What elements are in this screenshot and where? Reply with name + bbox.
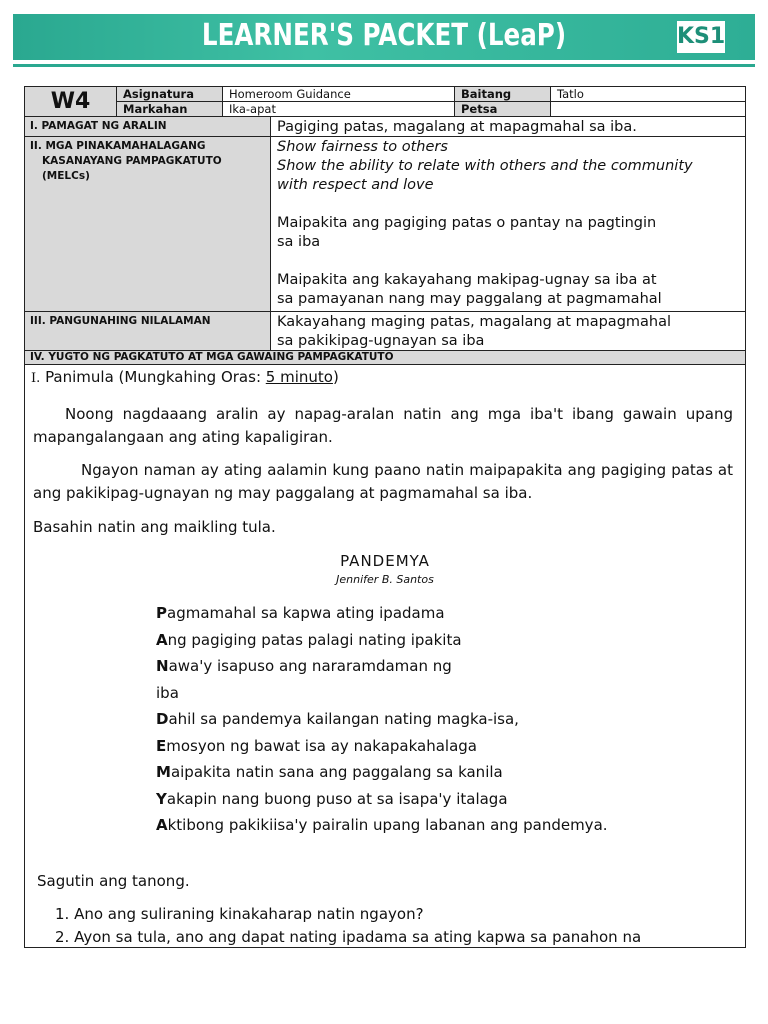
panimula-paragraph-1: Noong nagdaaang aralin ay napag-aralan natin ang mga iba't ibang gawain upang mapangalangaan ang ating kapaligiran. xyxy=(33,405,733,446)
poem-title: PANDEMYA xyxy=(340,552,430,570)
panimula-close: ) xyxy=(332,368,339,386)
lesson-frame xyxy=(24,86,746,948)
poem-author: Jennifer B. Santos xyxy=(336,573,434,586)
poem-line-text: aipakita natin sana ang paggalang sa kanila xyxy=(170,763,503,781)
poem-line xyxy=(156,710,519,728)
panimula-heading xyxy=(31,366,339,391)
melc-fil-line-1a: Maipakita ang pagiging patas o pantay na pagtingin xyxy=(277,215,657,231)
poem-line xyxy=(156,790,508,808)
melc-label-line-3: (MELCs) xyxy=(42,170,90,182)
petsa-value xyxy=(551,102,745,117)
poem-line xyxy=(156,737,477,755)
questions-intro: Sagutin ang tanong. xyxy=(37,872,190,890)
melc-label xyxy=(25,137,271,312)
yugto-label: IV. YUGTO NG PAGKATUTO AT MGA GAWAING PAMPAGKATUTO xyxy=(25,351,745,365)
question-2: 2. Ayon sa tula, ano ang dapat nating ipadama sa ating kapwa sa panahon na xyxy=(55,928,642,946)
nilalaman-line-1: Kakayahang maging patas, magalang at mapagmahal xyxy=(277,314,672,330)
panimula-prefix: I. xyxy=(31,371,41,386)
pamagat-value: Pagiging patas, magalang at mapagmahal sa iba. xyxy=(271,117,745,137)
melc-value xyxy=(271,137,745,312)
poem-line xyxy=(156,684,179,702)
poem-line-text: mosyon ng bawat isa ay nakapakahalaga xyxy=(166,736,477,755)
poem-line xyxy=(156,604,445,622)
poem-line-initial: Y xyxy=(156,789,167,808)
poem-line-text: ng pagiging patas palagi nating ipakita xyxy=(167,630,462,649)
melc-en-line-3: with respect and love xyxy=(277,177,434,193)
poem-line-text: agmamahal sa kapwa ating ipadama xyxy=(167,604,445,622)
melc-label-line-1: II. MGA PINAKAMAHALAGANG xyxy=(30,140,206,152)
markahan-label: Markahan xyxy=(117,102,223,117)
poem-line xyxy=(156,631,462,649)
poem-line-initial: P xyxy=(156,604,167,622)
poem-line xyxy=(156,763,503,781)
panimula-title: Panimula (Mungkahing Oras: xyxy=(45,368,266,386)
nilalaman-label: III. PANGUNAHING NILALAMAN xyxy=(25,312,271,351)
nilalaman-line-2: sa pakikipag-ugnayan sa iba xyxy=(277,333,485,349)
poem-line-initial: N xyxy=(156,657,169,675)
poem-line-initial: A xyxy=(156,630,168,649)
poem-line-text: akapin nang buong puso at sa isapa'y italaga xyxy=(166,789,508,808)
poem-line xyxy=(156,657,452,675)
poem-line-initial: M xyxy=(156,763,171,781)
panimula-paragraph-3: Basahin natin ang maikling tula. xyxy=(33,518,276,536)
poem-line-text: ahil sa pandemya kailangan nating magka-isa, xyxy=(168,710,519,728)
baitang-value: Tatlo xyxy=(551,87,745,102)
melc-label-line-2: KASANAYANG PAMPAGKATUTO xyxy=(42,155,222,167)
question-1: 1. Ano ang suliraning kinakaharap natin ngayon? xyxy=(55,905,424,923)
melc-fil-line-1b: sa iba xyxy=(277,234,321,250)
ks-badge: KS1 xyxy=(677,21,725,53)
poem-line-text: ktibong pakikiisa'y pairalin upang labanan ang pandemya. xyxy=(167,816,608,834)
baitang-label: Baitang xyxy=(455,87,551,102)
melc-en-line-1: Show fairness to others xyxy=(277,139,448,155)
banner-title: LEARNER'S PACKET (LeaP) xyxy=(201,18,567,53)
nilalaman-value xyxy=(271,312,745,351)
week-label: W4 xyxy=(25,87,117,117)
poem-line-initial: D xyxy=(156,710,169,728)
poem-line xyxy=(156,816,608,834)
asignatura-value: Homeroom Guidance xyxy=(223,87,455,102)
poem-line-initial: A xyxy=(156,816,168,834)
banner-underline xyxy=(13,64,755,67)
poem-line-initial: E xyxy=(156,736,167,755)
packet-banner xyxy=(13,14,755,60)
poem-line-text: iba xyxy=(156,683,179,702)
panimula-paragraph-2: Ngayon naman ay ating aalamin kung paano natin maipapakita ang pagiging patas at ang pakikipag-ugnayan ng may paggalang at pagmamahal sa iba. xyxy=(33,461,733,502)
poem-line-text: awa'y isapuso ang nararamdaman ng xyxy=(168,657,452,675)
melc-fil-line-2b: sa pamayanan nang may paggalang at pagmamahal xyxy=(277,291,662,307)
markahan-value: Ika-apat xyxy=(223,102,455,117)
asignatura-label: Asignatura xyxy=(117,87,223,102)
pamagat-label: I. PAMAGAT NG ARALIN xyxy=(25,117,271,137)
melc-fil-line-2a: Maipakita ang kakayahang makipag-ugnay sa iba at xyxy=(277,272,657,288)
melc-en-line-2: Show the ability to relate with others and the community xyxy=(277,158,693,174)
panimula-time: 5 minuto xyxy=(265,368,333,386)
petsa-label: Petsa xyxy=(455,102,551,117)
